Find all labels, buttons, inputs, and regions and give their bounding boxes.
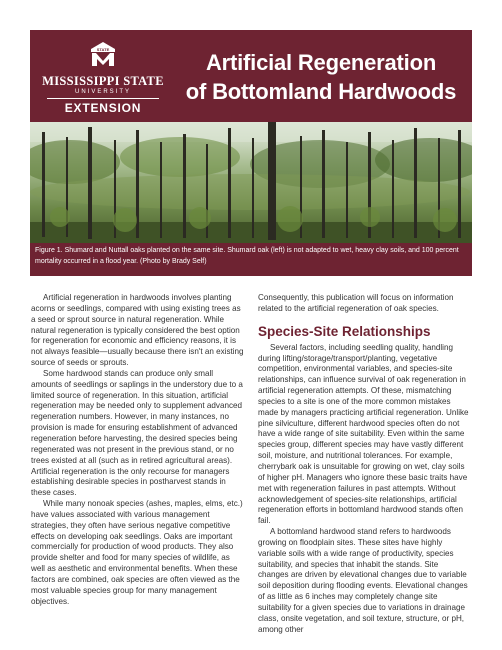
body-paragraph: Consequently, this publication will focus on information related to the artificial regeneration of oak species. [258, 293, 454, 313]
title-line-2: of Bottomland Hardwoods [185, 79, 457, 104]
body-paragraph: A bottomland hardwood stand refers to hardwoods growing on floodplain sites. These sites have highly variable soils with a wide range of productivity, species suitability, and species that inhabit the stands. Site changes are driven by elevational changes due to variable soil deposition during flooding events. Elevational changes of as little as 6 inches may completely change site suitability for a given species due to variations in drainage class, onsite vegetation, and soil texture, structure, or pH, among other [258, 527, 468, 634]
forest-photo [30, 122, 472, 243]
body-paragraph: Artificial regeneration in hardwoods involves planting acorns or seedlings, compared with using existing trees as a seed or sprout source in natural regeneration. While natural regeneration is typically considered the best option for regeneration for economic and efficiency reasons, it is not always feasible—usually because there isn't an existing source of seeds or sprouts. [31, 293, 244, 368]
shield-text: STATE [96, 47, 110, 52]
right-column [258, 293, 471, 635]
msu-shield-icon [88, 40, 118, 68]
left-column [31, 293, 244, 607]
msu-extension-logo [37, 40, 169, 115]
body-paragraph: While many nonoak species (ashes, maples, elms, etc.) have values associated with various management strategies, they often have serious negative competitive effects on developing oak seedlings. Oaks are important commercially for production of wood products. They also provide shelter and food for many species of wildlife, as well as aesthetic and environmental benefits. When these factors are combined, oak species are often viewed as the most valuable species group for many management objectives. [31, 499, 243, 606]
logo-university-subtitle: UNIVERSITY [74, 89, 131, 95]
page-title [172, 48, 470, 106]
figure-caption: Figure 1. Shumard and Nuttall oaks planted on the same site. Shumard oak (left) is not adapted to wet, heavy clay soils, and 100 percent mortality occurred in a flood year. (Photo by Brady Self) [35, 247, 459, 265]
logo-university-name: MISSISSIPPI STATE [42, 74, 164, 88]
body-paragraph: Several factors, including seedling quality, handling during lifting/storage/transport/planting, vegetative competition, environmental variables, and species-site relationships, can influence survival of oak regeneration in artificial regeneration attempts. Of these, mismatching species to a site is one of the more common mistakes made by managers practicing artificial regeneration. Unlike pine silviculture, different hardwood species often do not have a wide range of site suitability. Even within the same species group, different species may have vastly different soil, moisture, and nutritional tolerances. For example, cherrybark oak is unsuitable for growing on wet, clay soils of higher pH. Managers who ignore these basic traits have met with regeneration failures in past attempts. Without acknowledgement of species-site relationships, artificial regeneration efforts in bottomland hardwood stands often fail. [258, 342, 469, 526]
logo-divider [47, 98, 159, 99]
section-heading: Species-Site Relationships [258, 323, 431, 339]
title-line-1: Artificial Regeneration [205, 50, 437, 75]
logo-extension: EXTENSION [64, 101, 142, 115]
body-paragraph: Some hardwood stands can produce only small amounts of seedlings or saplings in the understory due to a limited source of regeneration. In this situation, artificial regeneration may be needed only to supplement advanced regeneration numbers. However, in many instances, no provision is made for ensuring establishment of advanced regeneration before harvesting, the desired species being regenerated was not present in the previous stand, or no trees existed at all (such as in retired agricultural areas). Artificial regeneration is the only recourse for managers establishing desirable species in postharvest stands in these cases. [31, 368, 243, 498]
